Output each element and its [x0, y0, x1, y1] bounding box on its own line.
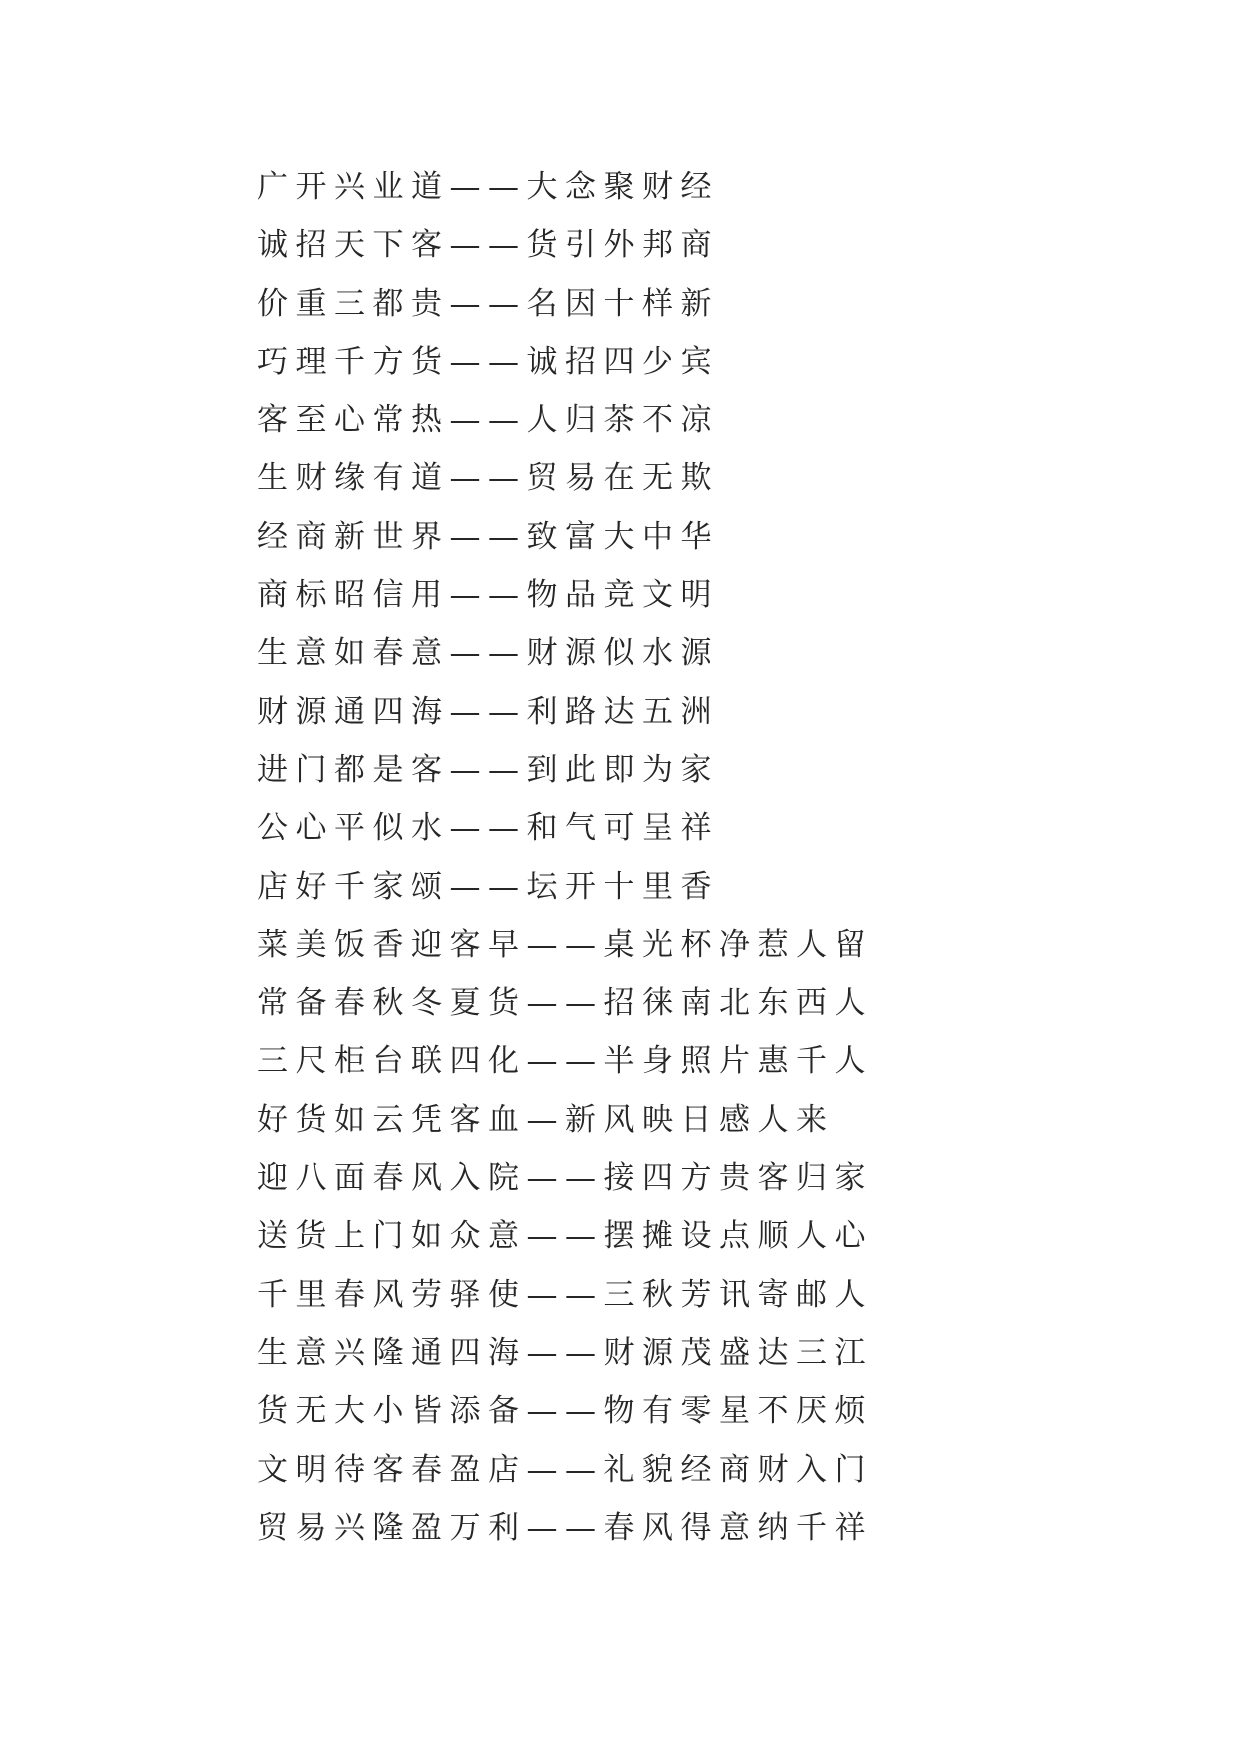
couplet-line: 财源通四海——利路达五洲 [257, 693, 719, 730]
couplet-line: 广开兴业道——大念聚财经 [257, 169, 719, 205]
couplet-line: 价重三都贵——名因十样新 [257, 285, 719, 322]
couplet-line: 生意兴隆通四海——财源茂盛达三江 [257, 1334, 873, 1371]
couplet-line: 货无大小皆添备——物有零星不厌烦 [257, 1393, 873, 1430]
couplet-line: 生意如春意——财源似水源 [257, 635, 719, 672]
couplet-line: 商标昭信用——物品竞文明 [257, 577, 719, 614]
couplet-line: 常备春秋冬夏货——招徕南北东西人 [257, 985, 873, 1022]
couplet-line: 经商新世界——致富大中华 [257, 518, 719, 555]
couplet-line: 诚招天下客——货引外邦商 [257, 227, 719, 264]
couplet-line: 迎八面春风入院——接四方贵客归家 [257, 1160, 873, 1197]
couplet-line: 客至心常热——人归茶不凉 [257, 402, 719, 439]
couplet-line: 生财缘有道——贸易在无欺 [257, 460, 719, 497]
couplet-line: 菜美饭香迎客早——桌光杯净惹人留 [257, 926, 873, 963]
couplet-line: 公心平似水——和气可呈祥 [257, 810, 719, 847]
couplet-line: 文明待客春盈店——礼貌经商财入门 [257, 1451, 873, 1488]
couplet-line: 店好千家颂——坛开十里香 [257, 868, 719, 905]
couplet-line: 千里春风劳驿使——三秋芳讯寄邮人 [257, 1276, 873, 1313]
couplet-line: 贸易兴隆盈万利——春风得意纳千祥 [257, 1509, 873, 1546]
couplet-line: 进门都是客——到此即为家 [257, 751, 719, 788]
couplet-line: 巧理千方货——诚招四少宾 [257, 343, 719, 380]
couplet-line: 好货如云凭客血—新风映日感人来 [257, 1101, 835, 1138]
couplet-line: 送货上门如众意——摆摊设点顺人心 [257, 1218, 873, 1255]
couplet-line: 三尺柜台联四化——半身照片惠千人 [257, 1043, 873, 1080]
couplet-list [257, 158, 873, 1557]
